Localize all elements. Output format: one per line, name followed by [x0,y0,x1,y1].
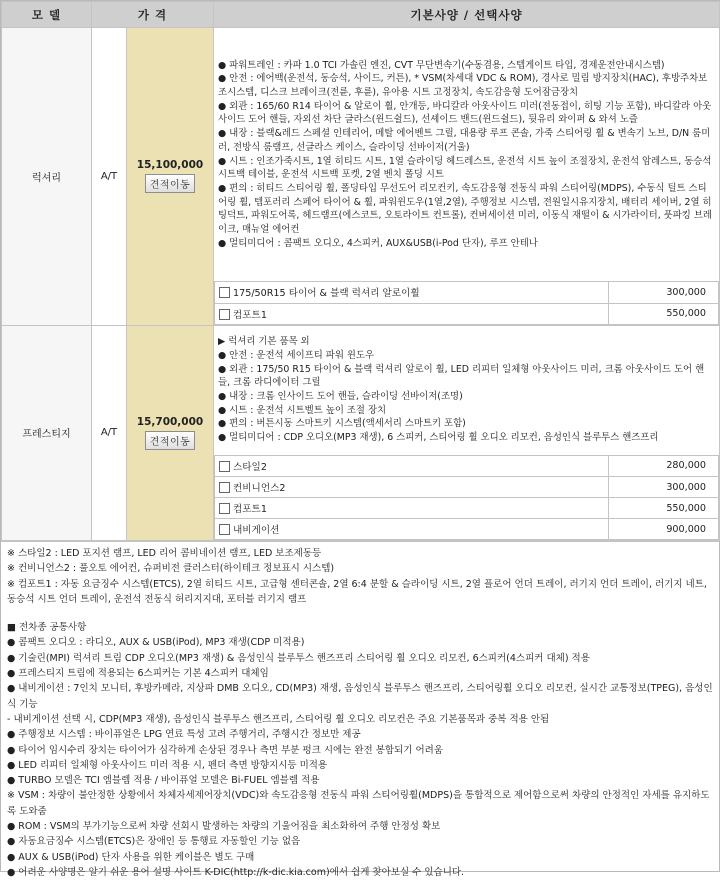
feature-item: ● 외관 : 175/50 R15 타이어 & 블랙 럭셔리 알로이 휠, LED 리피터 일체형 아웃사이드 미러, 크롬 아웃사이드 도어 핸들, 크롬 라디에이터 그릴 [218,363,705,389]
feature-item: ▶ 럭셔리 기본 품목 외 [218,336,310,348]
feature-item: ● 시트 : 인조가죽시트, 1열 히티드 시트, 1열 슬라이딩 헤드레스트, 운전석 시트 높이 조절장치, 운전석 암레스트, 동승석 시트백 테이블, 운전석 시트백 포켓, 2열 벤치 폴딩 시트 [218,155,712,181]
option-checkbox[interactable] [219,309,230,320]
option-price: 900,000 [609,519,719,540]
price-cell [127,325,214,541]
header-spec: 기본사양 / 선택사양 [214,2,720,28]
feature-item: ● 파워트레인 : 카파 1.0 TCI 가솔린 엔진, CVT 무단변속기(수동겸용, 스텝게이트 타입, 경제운전안내시스템) [218,59,665,71]
option-name: 컨비니언스2 [233,483,286,494]
option-note: ※ 스타일2 : LED 포지션 램프, LED 리어 콤비네이션 램프, LED 보조제동등 [7,548,322,559]
option-price: 300,000 [609,477,719,498]
option-name: 내비게이션 [233,525,280,536]
basic-features [214,28,720,282]
feature-item: ● 내장 : 크롬 인사이드 도어 핸들, 슬라이딩 선바이저(조명) [218,391,463,402]
option-name: 컴포트1 [233,309,267,321]
option-price: 280,000 [609,456,719,477]
option-price: 550,000 [609,498,719,519]
option-note: ※ 컴포트1 : 자동 요금징수 시스템(ETCS), 2열 히티드 시트, 고급형 센터콘솔, 2열 6:4 분할 & 슬라이딩 시트, 2열 플로어 언더 트레이, 러기지 언더 트레이, 러기지 네트, 동승석 시트 언더 트레이, 운전석 전동식 허리지지대, 포터블 러기지 램프 [7,578,707,605]
option-row[interactable] [215,282,719,303]
option-row[interactable] [215,519,719,540]
table-header-row [2,2,720,28]
common-item: ● AUX & USB(iPod) 단자 사용을 위한 케이블은 별도 구매 [7,851,255,863]
feature-item: ● 내장 : 블랙&레드 스페셜 인테리어, 메탈 에어벤트 그릴, 대용량 루프 콘솔, 가죽 스티어링 휠 & 변속기 노브, D/N 룸미러, 전방식 룸램프, 선글라스 케이스, 슬라이딩 선바이저(거울) [218,128,711,153]
price-amount: 15,700,000 [136,415,204,428]
trim-row-prestige [2,325,720,455]
feature-item: ● 외관 : 165/60 R14 타이어 & 알로이 휠, 안개등, 바디칼라 아웃사이드 미러(전동접이, 히팅 기능 포함), 바디칼라 아웃사이드 도어 핸들, 자외선 차단 글라스(윈드쉴드), 선셰이드 밴드(윈드쉴드), 뒷유리 와이퍼 & 와셔 노즐 [218,100,712,126]
common-item: - 내비게이션 선택 시, CDP(MP3 재생), 음성인식 블루투스 핸즈프리, 스티어링 휠 오디오 리모컨은 주요 기본품목과 중복 적용 안됨 [7,713,550,725]
common-item: ● 프레스티지 트림에 적용되는 6스피커는 기본 4스피커 대체임 [7,668,269,680]
common-item: ● LED 리피터 일체형 아웃사이드 미러 적용 시, 펜더 측면 방향지시등 미적용 [7,759,328,771]
feature-item: ● 멀티미디어 : CDP 오디오(MP3 재생), 6 스피커, 스티어링 휠 오디오 리모컨, 음성인식 블루투스 핸즈프리 [218,432,659,444]
common-item: ● 기술린(MPI) 럭셔리 트림 CDP 오디오(MP3 재생) & 음성인식 블루투스 핸즈프리 스티어링 휠 오디오 리모컨, 6스피커(4스피커 대체) 적용 [7,652,590,664]
option-checkbox[interactable] [219,461,230,472]
notes-section [1,541,719,882]
trim-name: 럭셔리 [2,28,92,326]
feature-item: ● 멀티미디어 : 콤팩트 오디오, 4스피커, AUX&USB(i-Pod 단자), 루프 안테나 [218,237,538,249]
common-item: ● TURBO 모델은 TCI 엠블렘 적용 / 바이퓨얼 모델은 Bi-FUEL 엠블렘 적용 [7,775,320,787]
feature-item: ● 편의 : 히티드 스티어링 휠, 폴딩타입 무선도어 리모컨키, 속도감응형 전동식 파워 스티어링(MDPS), 수동식 틸트 스티어링 휠, 템포러리 스페어 타이어 & 휠, 파워윈도우(1열,2열), 주행정보 시스템, 전원일시유지장치, 배터리 세이버, 2열 히팅덕트, 파워도어록, 헤드램프(에스코트, 오토라이트 컨트롤), 컨버세이션 미러, 이동식 재떨이 & 시가라이터, 풋파킹 브레이크, 매뉴얼 에어컨 [218,182,712,236]
option-name: 175/50R15 타이어 & 블랙 럭셔리 알로이휠 [233,288,420,300]
header-price: 가 격 [92,2,214,28]
spec-table [1,1,720,541]
option-list [214,282,720,326]
feature-item: ● 시트 : 운전석 시트벨트 높이 조절 장치 [218,404,387,416]
common-item: ● 자동요금징수 시스템(ETCS)은 장애인 등 통행료 자동할인 기능 없음 [7,836,301,848]
common-item: ● ROM : VSM의 부가기능으로써 차량 선회시 발생하는 차량의 기울어짐을 최소화하여 주행 안정성 확보 [7,821,441,833]
common-item: ● 주행정보 시스템 : 바이퓨얼은 LPG 연료 특성 고려 주행거리, 주행시간 정보만 제공 [7,729,361,741]
common-item: ● 내비게이션 : 7인치 모니터, 후방카메라, 지상파 DMB 오디오, CD(MP3) 재생, 음성인식 블루투스 핸즈프리, 스티어링휠 오디오 리모컨, 실시간 교통정보(TPEG), 음성인식 기능 [7,683,713,710]
spacer [7,607,713,620]
price-cell [127,28,214,326]
option-checkbox[interactable] [219,524,230,535]
option-row[interactable] [215,456,719,477]
option-price: 550,000 [609,303,719,324]
feature-item: ● 편의 : 버튼시동 스마트키 시스템(액세서리 스마트키 포함) [218,418,466,430]
common-item: ※ VSM : 차량이 불안정한 상황에서 차체자세제어장치(VDC)와 속도감응형 전동식 파워 스티어링휠(MDPS)을 통합적으로 제어함으로써 차량의 안정적인 자세를 유지하도록 도와줌 [7,790,710,817]
option-note: ※ 컨비니언스2 : 풀오토 에어컨, 슈퍼비전 클러스터(하이테크 정보표시 시스템) [7,563,335,575]
option-row[interactable] [215,303,719,324]
quote-button[interactable]: 견적이동 [145,431,196,450]
option-name: 스타일2 [233,461,267,473]
common-item: ● 타이어 임시수리 장치는 타이어가 심각하게 손상된 경우나 측면 부분 펑크 시에는 완전 봉합되기 어려움 [7,744,444,756]
basic-features [214,325,720,455]
header-model: 모 델 [2,2,92,28]
common-item: ● 콤팩트 오디오 : 라디오, AUX & USB(iPod), MP3 재생(CDP 미적용) [7,637,305,649]
common-title: ■ 전차종 공통사항 [7,622,87,634]
option-list [214,455,720,541]
common-item: ● 어려운 사양명은 알기 쉬운 용어 설명 사이트 K-DIC(http://k-dic.kia.com)에서 쉽게 찾아보실 수 있습니다. [7,866,465,878]
feature-item: ● 안전 : 에어백(운전석, 동승석, 사이드, 커튼), * VSM(차세대 VDC & ROM), 경사로 밀림 방지장치(HAC), 후방주차보조시스템, 디스크 브레이크(전륜, 후륜), 유아용 시트 고정장치, 속도감응형 도어잠금장치 [218,73,708,98]
option-row[interactable] [215,498,719,519]
quote-button[interactable]: 견적이동 [145,174,196,193]
transmission: A/T [92,325,127,541]
price-amount: 15,100,000 [136,159,204,172]
transmission: A/T [92,28,127,326]
option-name: 컴포트1 [233,504,267,515]
trim-name: 프레스티지 [2,325,92,541]
option-row[interactable] [215,477,719,498]
option-checkbox[interactable] [219,482,230,493]
option-checkbox[interactable] [219,503,230,514]
trim-row-luxury [2,28,720,282]
option-price: 300,000 [609,282,719,303]
option-checkbox[interactable] [219,287,230,298]
feature-item: ● 안전 : 운전석 세이프티 파워 윈도우 [218,349,375,361]
